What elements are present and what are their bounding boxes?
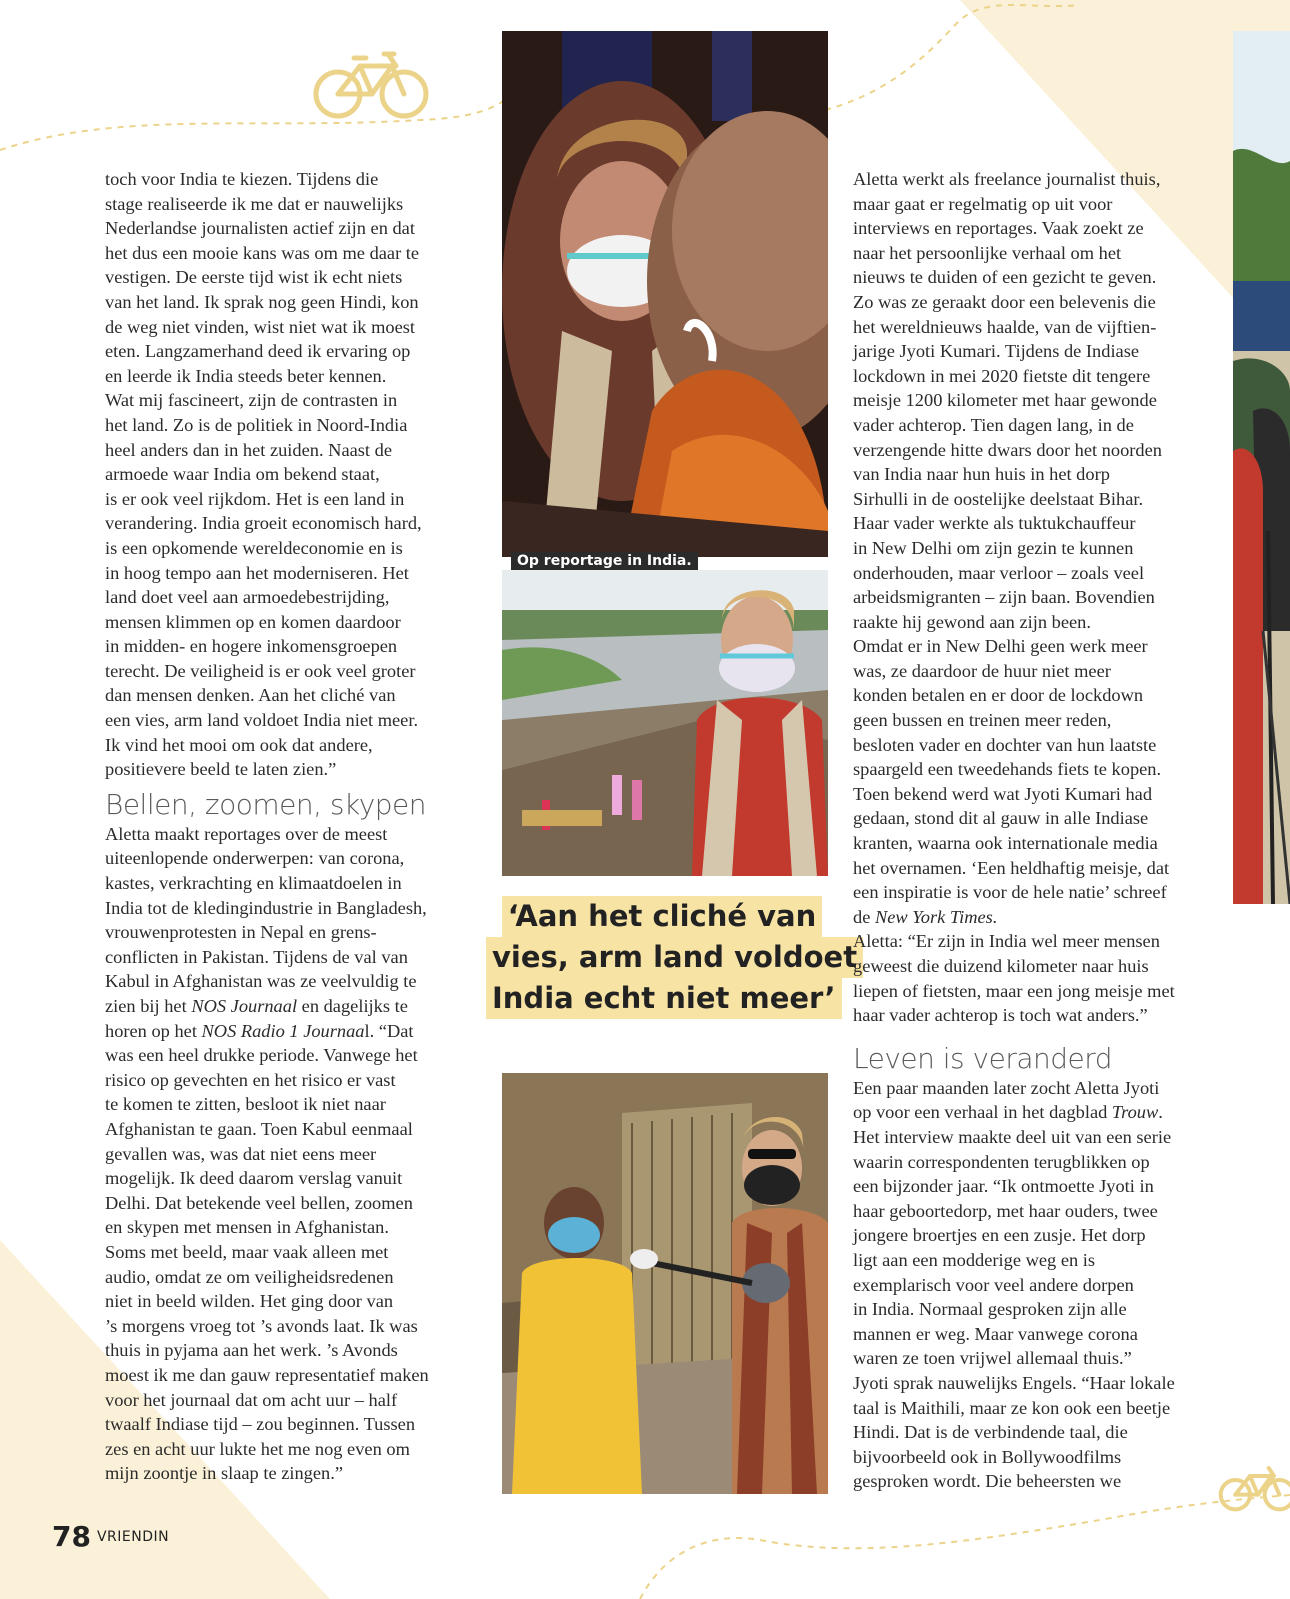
text-line: thuis in pyjama aan het werk. ’s Avonds: [105, 1340, 398, 1361]
text-line: Kabul in Afghanistan was ze veelvuldig te: [105, 971, 417, 992]
text-line: in India. Normaal gesproken zijn alle: [853, 1299, 1127, 1320]
text-line: meisje 1200 kilometer met haar gewonde: [853, 390, 1157, 411]
text-line: in hoog tempo aan het moderniseren. Het: [105, 562, 409, 583]
text-line: Ik vind het mooi om ook dat andere,: [105, 734, 373, 755]
text-line: spaargeld een tweedehands fiets te kopen.: [853, 759, 1162, 780]
text-line: conflicten in Pakistan. Tijdens de val van: [105, 946, 408, 967]
text-line: Haar vader werkte als tuktukchauffeur: [853, 513, 1136, 534]
text-line: Aletta werkt als freelance journalist thuis,: [853, 169, 1161, 189]
text-line: van het land. Ik sprak nog geen Hindi, kon: [105, 291, 419, 312]
text-line: taal is Maithili, maar ze kon ook een beetje: [853, 1397, 1171, 1418]
photo-caption: Op reportage in India.: [511, 552, 698, 570]
text-line: raakte hij gewond aan zijn been.: [853, 611, 1091, 632]
photo-microphone-interview: [502, 1073, 828, 1494]
text-line: exemplarisch voor veel andere dorpen: [853, 1274, 1134, 1295]
text-line: India tot de kledingindustrie in Bangladesh,: [105, 897, 427, 918]
text-line: arbeidsmigranten – zijn baan. Bovendien: [853, 587, 1155, 608]
text-line-nyt: de New York Times.: [853, 906, 998, 927]
text-line: niet in beeld wilden. Het ging door van: [105, 1291, 394, 1312]
text-line: Aletta maakt reportages over de meest: [105, 823, 388, 844]
text-line-nos2: horen op het NOS Radio 1 Journaal. “Dat: [105, 1020, 414, 1041]
text-line: toch voor India te kiezen. Tijdens die: [105, 169, 379, 189]
text-line: liepen of fietsten, maar een jong meisje met: [853, 980, 1175, 1001]
text-line: vestigen. De eerste tijd wist ik echt niets: [105, 267, 403, 288]
text-line: voor het journaal dat om acht uur – half: [105, 1389, 398, 1410]
text-line: ligt aan een modderige weg en is: [853, 1249, 1096, 1270]
text-line: vader achterop. Tien dagen lang, in de: [853, 414, 1134, 435]
text-line: naar het persoonlijke verhaal om het: [853, 242, 1122, 263]
text-line: was, ze daardoor de huur niet meer: [853, 660, 1111, 681]
text-line: Aletta: “Er zijn in India wel meer mensen: [853, 931, 1160, 952]
text-line: audio, omdat ze om veiligheidsredenen: [105, 1266, 394, 1287]
text-line: verandering. India groeit economisch hard,: [105, 513, 422, 534]
text-line-trouw: op voor een verhaal in het dagblad Trouw.: [853, 1102, 1163, 1123]
text-line: Soms met beeld, maar vaak alleen met: [105, 1241, 389, 1262]
text-line: was een heel drukke periode. Vanwege het: [105, 1045, 418, 1066]
text-line: te komen te zitten, besloot ik niet naar: [105, 1094, 386, 1115]
section-heading-leven: Leven is veranderd: [853, 1041, 1113, 1075]
photo-edge-strip: [1233, 31, 1290, 904]
text-line: in midden- en hogere inkomensgroepen: [105, 636, 398, 657]
text-line: mogelijk. Ik deed daarom verslag vanuit: [105, 1168, 403, 1189]
text-line: het land. Zo is de politiek in Noord-India: [105, 414, 408, 435]
text-line: een vies, arm land voldoet India niet meer.: [105, 710, 419, 731]
text-line: de weg niet vinden, wist niet wat ik moest: [105, 316, 416, 337]
text-line: positievere beeld te laten zien.”: [105, 759, 337, 780]
text-line: armoede waar India om bekend staat,: [105, 464, 380, 485]
text-line: Een paar maanden later zocht Aletta Jyoti: [853, 1077, 1160, 1098]
text-line: een inspiratie is voor de hele natie’ schreef: [853, 882, 1167, 903]
text-line: waarin correspondenten terugblikken op: [853, 1151, 1150, 1172]
text-line: Sirhulli in de oostelijke deelstaat Bihar.: [853, 488, 1144, 509]
text-line: verzengende hitte dwars door het noorden: [853, 439, 1162, 460]
page-number: 78: [52, 1520, 91, 1553]
text-line: Nederlandse journalisten actief zijn en dat: [105, 218, 415, 239]
text-line: risico op gevechten en het risico er vast: [105, 1069, 396, 1090]
text-line: nieuws te duiden of een gezicht te geven.: [853, 267, 1157, 288]
text-line: mensen klimmen op en komen daardoor: [105, 611, 401, 632]
pull-quote-line: vies, arm land voldoet: [486, 937, 863, 978]
text-line: dan mensen denken. Aan het cliché van: [105, 685, 396, 706]
text-line: stage realiseerde ik me dat er nauwelijks: [105, 193, 404, 214]
bicycle-icon: [312, 44, 432, 124]
text-line: in New Delhi om zijn gezin te kunnen: [853, 537, 1134, 558]
text-line: is er ook veel rijkdom. Het is een land in: [105, 488, 405, 509]
text-line: Afghanistan te gaan. Toen Kabul eenmaal: [105, 1118, 413, 1139]
text-line: maar gaat er regelmatig op uit voor: [853, 193, 1113, 214]
text-line: zes en acht uur lukte het me nog even om: [105, 1438, 410, 1459]
text-line: heel anders dan in het zuiden. Naast de: [105, 439, 392, 460]
pull-quote: [486, 896, 858, 1019]
text-line: interviews en reportages. Vaak zoekt ze: [853, 218, 1144, 239]
text-line: en skypen met mensen in Afghanistan.: [105, 1217, 389, 1238]
bicycle-icon-small: [1218, 1458, 1290, 1518]
text-line: Hindi. Dat is de verbindende taal, die: [853, 1422, 1128, 1443]
article-column-right: [853, 167, 1223, 1494]
text-line: uiteenlopende onderwerpen: van corona,: [105, 848, 405, 869]
text-line: Jyoti sprak nauwelijks Engels. “Haar lokale: [853, 1372, 1175, 1393]
text-line: waren ze toen vrijwel allemaal thuis.”: [853, 1348, 1132, 1369]
text-line: Wat mij fascineert, zijn de contrasten in: [105, 390, 398, 411]
pull-quote-line: India echt niet meer’: [486, 978, 842, 1019]
text-line: haar vader achterop is toch wat anders.”: [853, 1005, 1148, 1026]
text-line: konden betalen en er door de lockdown: [853, 685, 1144, 706]
text-line: het wereldnieuws haalde, van de vijftien-: [853, 316, 1157, 337]
text-line-nos1: zien bij het NOS Journaal en dagelijks te: [105, 996, 408, 1016]
text-line: een bijzonder jaar. “Ik ontmoette Jyoti in: [853, 1176, 1154, 1197]
text-line: land doet veel aan armoedebestrijding,: [105, 587, 390, 608]
page-footer: [52, 1520, 169, 1553]
text-line: ’s morgens vroeg tot ’s avonds laat. Ik was: [105, 1315, 418, 1336]
text-line: mannen er weg. Maar vanwege corona: [853, 1323, 1138, 1344]
text-line: het dus een mooie kans was om me daar te: [105, 242, 420, 263]
text-line: vrouwenprotesten in Nepal en grens-: [105, 922, 377, 943]
text-line: gedaan, stond dit al gauw in alle Indiase: [853, 808, 1149, 829]
text-line: bijvoorbeeld ook in Bollywoodfilms: [853, 1446, 1122, 1467]
text-line: is een opkomende wereldeconomie en is: [105, 537, 403, 558]
text-line: kastes, verkrachting en klimaatdoelen in: [105, 873, 402, 894]
text-line: besloten vader en dochter van hun laatste: [853, 734, 1157, 755]
magazine-name: VRIENDIN: [96, 1528, 170, 1545]
photo-interview-closeup: [502, 31, 828, 557]
text-line: gevallen was, was dat niet eens meer: [105, 1143, 377, 1164]
section-heading-bellen: Bellen, zoomen, skypen: [105, 787, 427, 821]
text-line: geen bussen en treinen meer reden,: [853, 710, 1112, 731]
text-line: kranten, waarna ook internationale media: [853, 833, 1158, 854]
text-line: het overnamen. ‘Een heldhaftig meisje, dat: [853, 857, 1170, 878]
pull-quote-line: ‘Aan het cliché van: [502, 896, 823, 937]
text-line: Zo was ze geraakt door een belevenis die: [853, 291, 1156, 312]
text-line: geweest die duizend kilometer naar huis: [853, 956, 1149, 976]
text-line: mijn zoontje in slaap te zingen.”: [105, 1463, 343, 1484]
text-line: en leerde ik India steeds beter kennen.: [105, 365, 387, 386]
text-line: Delhi. Dat betekende veel bellen, zoomen: [105, 1192, 413, 1213]
text-line: onderhouden, maar verloor – zoals veel: [853, 562, 1145, 583]
text-line: Toen bekend werd wat Jyoti Kumari had: [853, 783, 1153, 804]
text-line: moest ik me dan gauw representatief maken: [105, 1364, 429, 1385]
text-line: jarige Jyoti Kumari. Tijdens de Indiase: [853, 341, 1140, 362]
text-line: haar geboortedorp, met haar ouders, twee: [853, 1200, 1158, 1221]
text-line: jongere broertjes en een zusje. Het dorp: [853, 1225, 1146, 1246]
photo-riverbank: [502, 570, 828, 876]
text-line: van India naar hun huis in het dorp: [853, 464, 1110, 485]
text-line: twaalf Indiase tijd – zou beginnen. Tussen: [105, 1414, 416, 1435]
text-line: terecht. De veiligheid is er ook veel groter: [105, 660, 416, 681]
article-column-left: [105, 167, 475, 1486]
text-line: eten. Langzamerhand deed ik ervaring op: [105, 341, 411, 362]
text-line: gesproken wordt. Die beheersten we: [853, 1471, 1122, 1492]
text-line: lockdown in mei 2020 fietste dit tengere: [853, 365, 1151, 386]
text-line: Omdat er in New Delhi geen werk meer: [853, 636, 1148, 657]
text-line: Het interview maakte deel uit van een serie: [853, 1126, 1172, 1147]
